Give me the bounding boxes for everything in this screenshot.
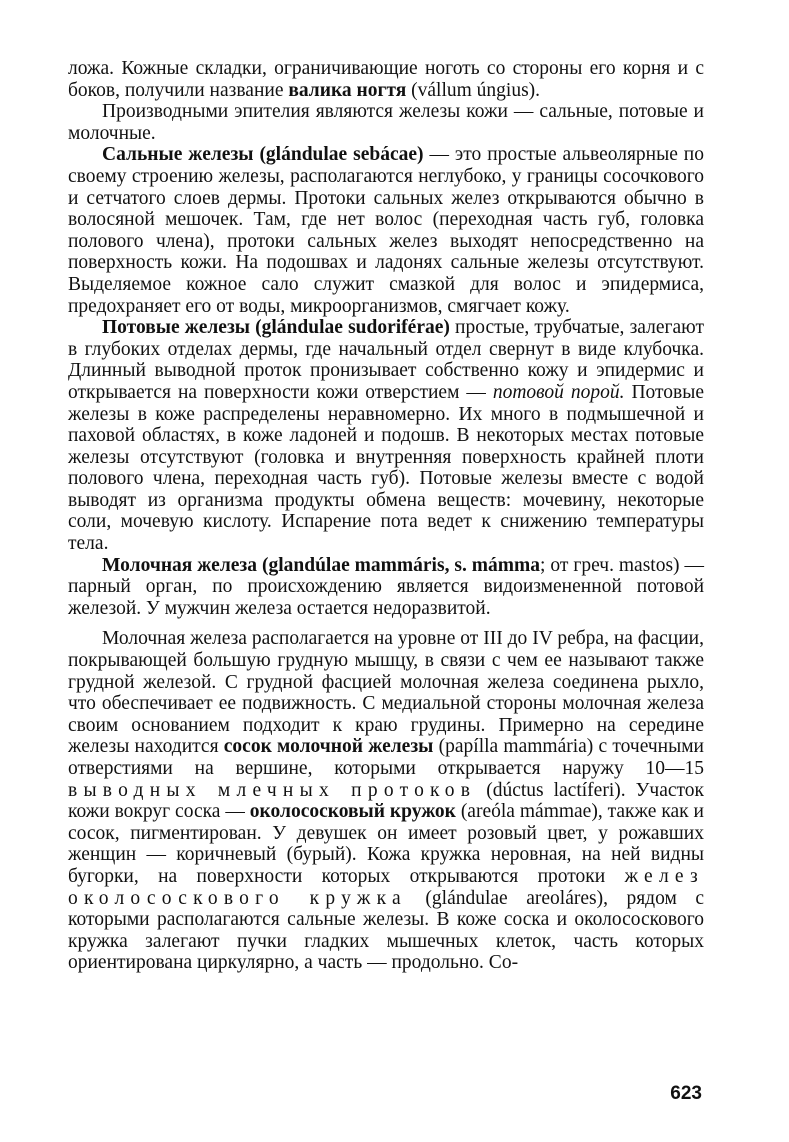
paragraph-mammary-gland: [68, 555, 704, 620]
term-lactiferous-ducts: выводных млечных протоков: [68, 779, 477, 801]
text-span: (papílla mammária) с точечными отверстиями на вершине, которыми открывается наружу 10—15: [68, 736, 704, 779]
page-number: 623: [670, 1083, 702, 1104]
text-span: Молочная железа располагается на уровне от III до IV ребра, на фасции, покрывающей большую грудную мышцу, в связи с чем ее называют также грудной железой. С грудной фасцией молочная железа соединена рыхло, что обеспечивает ее подвижность. С медиальной стороны молочная железа своим основанием подходит к краю грудины. Примерно на середине железы находится: [68, 628, 704, 758]
text-span: Потовые железы в коже распределены неравномерно. Их много в подмышечной и паховой областях, в коже ладоней и подошв. В некоторых местах потовые железы отсутствуют (головка и внутренняя поверхность крайней плоти полового члена, переходная часть губ). Потовые железы вместе с водой выводят из организма продукты обмена веществ: мочевину, некоторые соли, мочевую кислоту. Испарение пота ведет к снижению температуры тела.: [68, 381, 704, 555]
paragraph-nail-fold: [68, 58, 704, 101]
term-areolar-glands: желез околососкового кружка: [68, 865, 704, 909]
paragraph-skin-glands-intro: [68, 101, 704, 144]
paragraph-sweat-glands: [68, 317, 704, 555]
text-span: (vállum úngius).: [406, 79, 541, 101]
term-sweat-glands: Потовые железы (glándulae sudoriférae): [102, 317, 450, 339]
text-span: Производными эпителия являются железы кожи — сальные, потовые и молочные.: [68, 101, 704, 144]
text-span: простые, трубчатые, залегают в глубоких отделах дермы, где начальный отдел свернут в виде клубочка. Длинный выводной проток пронизывает собственно кожу и эпидермис и открывается на поверхности кожи отверстием —: [68, 317, 704, 403]
term-areola: околососковый кружок: [249, 801, 456, 823]
paragraph-sebaceous-glands: [68, 144, 704, 317]
term-sebaceous-glands: Сальные железы (glándulae sebácae): [102, 144, 424, 166]
text-span: ложа. Кожные складки, ограничивающие ноготь со стороны его корня и с боков, получили название: [68, 58, 704, 101]
paragraph-mammary-location: [68, 628, 704, 974]
text-span: ; от греч. mastos) — парный орган, по происхождению является видоизмененной потовой железой. У мужчин железа остается недоразвитой.: [68, 554, 704, 619]
text-span: (glándulae areoláres), рядом с которыми располагаются сальные железы. В коже соска и околососкового кружка залегают пучки гладких мышечных клеток, часть которых ориентирована циркулярно, а часть — продольно. Со-: [68, 887, 704, 974]
text-span: (areóla mámmae), также как и сосок, пигментирован. У девушек он имеет розовый цвет, у рожавших женщин — коричневый (бурый). Кожа кружка неровная, на ней видны бугорки, на поверхности которых открываются протоки: [68, 801, 704, 887]
term-nail-fold: валика ногтя: [288, 79, 407, 101]
text-span: (dúctus lactíferi). Участок кожи вокруг соска —: [68, 779, 705, 823]
term-nipple: сосок молочной железы: [223, 736, 434, 758]
page-body: [68, 58, 704, 974]
term-sweat-pore: потовой порой.: [492, 381, 625, 403]
text-span: — это простые альвеолярные по своему строению железы, располагаются неглубоко, у границы сосочкового и сетчатого слоев дермы. Протоки сальных желез открываются обычно в волосяной мешочек. Там, где нет волос (переходная часть губ, головка полового члена), протоки сальных желез выходят непосредственно на поверхность кожи. На подошвах и ладонях сальные железы отсутствуют. Выделяемое кожное сало служит смазкой для волос и эпидермиса, предохраняет его от воды, микроорганизмов, смягчает кожу.: [68, 144, 704, 317]
term-mammary-gland: Молочная железа (glandúlae mammáris, s. mámma: [102, 554, 541, 576]
